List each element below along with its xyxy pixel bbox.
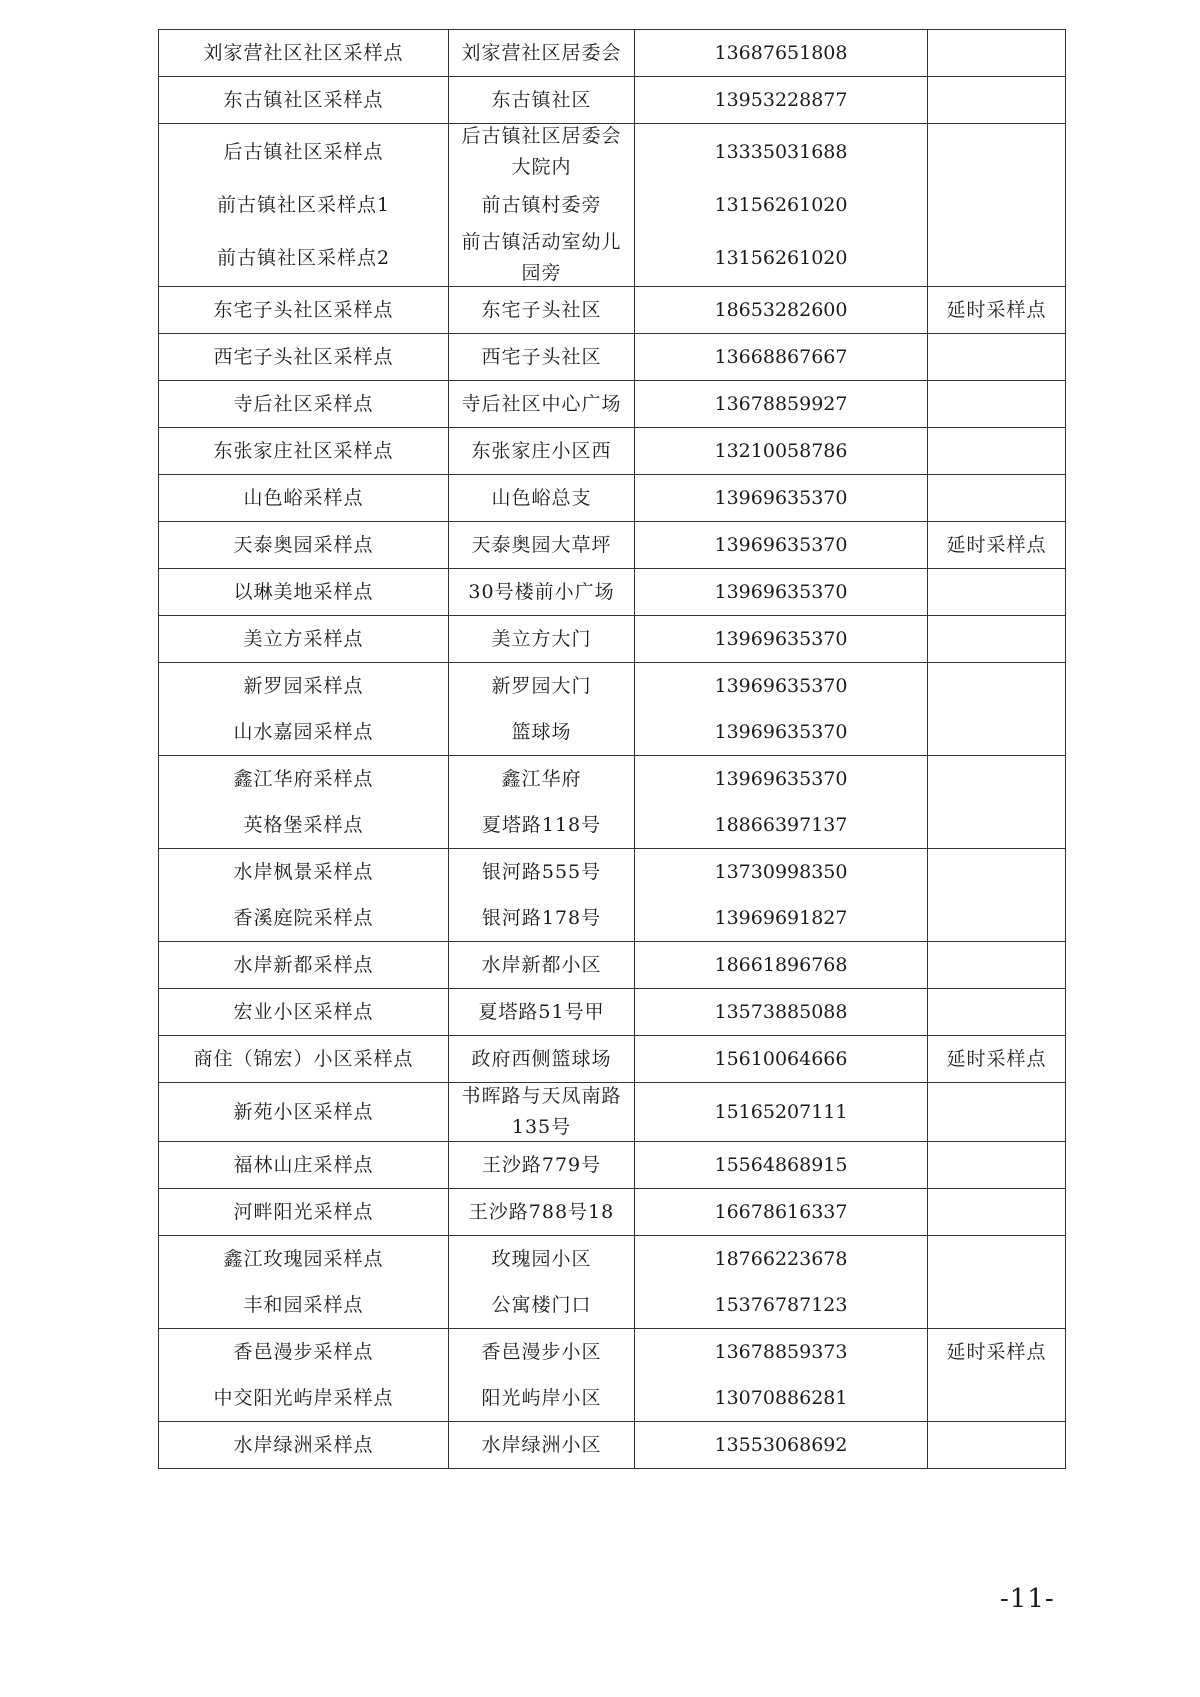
site-note xyxy=(928,1189,1066,1235)
site-name: 东古镇社区采样点 xyxy=(158,77,449,123)
site-address: 寺后社区中心广场 xyxy=(449,381,635,427)
site-note xyxy=(928,756,1066,802)
site-note xyxy=(928,428,1066,474)
site-note xyxy=(928,30,1066,76)
table-row xyxy=(158,76,1066,123)
contact-phone: 13969635370 xyxy=(635,569,928,615)
table-row xyxy=(158,1035,1066,1082)
contact-phone: 15564868915 xyxy=(635,1142,928,1188)
page-number: -11- xyxy=(1000,1584,1055,1614)
site-note xyxy=(928,77,1066,123)
site-note xyxy=(928,802,1066,848)
site-name: 河畔阳光采样点 xyxy=(158,1189,449,1235)
table-row xyxy=(158,755,1066,802)
contact-phone: 18661896768 xyxy=(635,942,928,988)
table-row xyxy=(158,1082,1066,1141)
table-row xyxy=(158,1282,1066,1328)
site-address: 银河路555号 xyxy=(449,849,635,895)
site-note: 延时采样点 xyxy=(928,1329,1066,1375)
contact-phone: 13730998350 xyxy=(635,849,928,895)
site-note xyxy=(928,1083,1066,1141)
site-note xyxy=(928,475,1066,521)
site-note xyxy=(928,569,1066,615)
site-name: 水岸绿洲采样点 xyxy=(158,1422,449,1468)
site-note xyxy=(928,663,1066,709)
contact-phone: 13573885088 xyxy=(635,989,928,1035)
site-address: 香邑漫步小区 xyxy=(449,1329,635,1375)
contact-phone: 13678859373 xyxy=(635,1329,928,1375)
site-address: 前古镇村委旁 xyxy=(449,180,635,230)
table-row xyxy=(158,1421,1066,1469)
site-name: 丰和园采样点 xyxy=(158,1282,449,1328)
site-name: 中交阳光屿岸采样点 xyxy=(158,1375,449,1421)
contact-phone: 18766223678 xyxy=(635,1236,928,1282)
contact-phone: 18653282600 xyxy=(635,287,928,333)
site-note xyxy=(928,1142,1066,1188)
site-address: 西宅子头社区 xyxy=(449,334,635,380)
site-note: 延时采样点 xyxy=(928,287,1066,333)
contact-phone: 13969635370 xyxy=(635,475,928,521)
site-address: 前古镇活动室幼儿园旁 xyxy=(449,230,635,286)
contact-phone: 13210058786 xyxy=(635,428,928,474)
contact-phone: 13969635370 xyxy=(635,616,928,662)
site-address: 山色峪总支 xyxy=(449,475,635,521)
site-name: 英格堡采样点 xyxy=(158,802,449,848)
site-name: 水岸新都采样点 xyxy=(158,942,449,988)
contact-phone: 13969635370 xyxy=(635,663,928,709)
table-row xyxy=(158,615,1066,662)
site-note xyxy=(928,230,1066,286)
site-name: 商住（锦宏）小区采样点 xyxy=(158,1036,449,1082)
site-name: 山水嘉园采样点 xyxy=(158,709,449,755)
site-address: 天泰奥园大草坪 xyxy=(449,522,635,568)
contact-phone: 13969635370 xyxy=(635,756,928,802)
site-address: 水岸绿洲小区 xyxy=(449,1422,635,1468)
site-note xyxy=(928,334,1066,380)
site-address: 王沙路788号18 xyxy=(449,1189,635,1235)
site-address: 30号楼前小广场 xyxy=(449,569,635,615)
site-note: 延时采样点 xyxy=(928,522,1066,568)
site-note xyxy=(928,942,1066,988)
contact-phone: 13070886281 xyxy=(635,1375,928,1421)
site-name: 前古镇社区采样点2 xyxy=(158,230,449,286)
site-name: 香溪庭院采样点 xyxy=(158,895,449,941)
table-row xyxy=(158,29,1066,76)
site-note xyxy=(928,180,1066,230)
table-row xyxy=(158,123,1066,180)
site-address: 夏塔路118号 xyxy=(449,802,635,848)
site-address: 后古镇社区居委会大院内 xyxy=(449,124,635,180)
site-name: 东宅子头社区采样点 xyxy=(158,287,449,333)
site-name: 宏业小区采样点 xyxy=(158,989,449,1035)
site-name: 新罗园采样点 xyxy=(158,663,449,709)
table-row xyxy=(158,802,1066,848)
site-address: 美立方大门 xyxy=(449,616,635,662)
contact-phone: 13156261020 xyxy=(635,180,928,230)
site-address: 夏塔路51号甲 xyxy=(449,989,635,1035)
site-name: 福林山庄采样点 xyxy=(158,1142,449,1188)
site-address: 公寓楼门口 xyxy=(449,1282,635,1328)
table-row xyxy=(158,521,1066,568)
site-note xyxy=(928,1375,1066,1421)
table-row xyxy=(158,474,1066,521)
table-row xyxy=(158,1235,1066,1282)
site-name: 鑫江华府采样点 xyxy=(158,756,449,802)
site-note xyxy=(928,709,1066,755)
table-row xyxy=(158,427,1066,474)
table-row xyxy=(158,941,1066,988)
site-address: 新罗园大门 xyxy=(449,663,635,709)
site-note xyxy=(928,381,1066,427)
site-address: 政府西侧篮球场 xyxy=(449,1036,635,1082)
site-name: 水岸枫景采样点 xyxy=(158,849,449,895)
table-row xyxy=(158,380,1066,427)
site-name: 天泰奥园采样点 xyxy=(158,522,449,568)
site-address: 鑫江华府 xyxy=(449,756,635,802)
site-name: 鑫江玫瑰园采样点 xyxy=(158,1236,449,1282)
site-note xyxy=(928,1236,1066,1282)
site-note xyxy=(928,849,1066,895)
table-row xyxy=(158,895,1066,941)
site-name: 东张家庄社区采样点 xyxy=(158,428,449,474)
site-name: 寺后社区采样点 xyxy=(158,381,449,427)
site-address: 玫瑰园小区 xyxy=(449,1236,635,1282)
contact-phone: 15376787123 xyxy=(635,1282,928,1328)
table-row xyxy=(158,662,1066,709)
contact-phone: 13969635370 xyxy=(635,709,928,755)
site-name: 美立方采样点 xyxy=(158,616,449,662)
contact-phone: 15610064666 xyxy=(635,1036,928,1082)
contact-phone: 13969691827 xyxy=(635,895,928,941)
contact-phone: 13156261020 xyxy=(635,230,928,286)
contact-phone: 13678859927 xyxy=(635,381,928,427)
table-row xyxy=(158,848,1066,895)
table-row xyxy=(158,180,1066,230)
site-name: 以琳美地采样点 xyxy=(158,569,449,615)
table-row xyxy=(158,333,1066,380)
table-row xyxy=(158,230,1066,286)
site-note xyxy=(928,1422,1066,1468)
site-name: 西宅子头社区采样点 xyxy=(158,334,449,380)
site-name: 山色峪采样点 xyxy=(158,475,449,521)
contact-phone: 16678616337 xyxy=(635,1189,928,1235)
table-row xyxy=(158,709,1066,755)
table-row xyxy=(158,1328,1066,1375)
site-address: 东宅子头社区 xyxy=(449,287,635,333)
table-row xyxy=(158,1188,1066,1235)
contact-phone: 13553068692 xyxy=(635,1422,928,1468)
site-note xyxy=(928,1282,1066,1328)
site-address: 王沙路779号 xyxy=(449,1142,635,1188)
site-address: 东古镇社区 xyxy=(449,77,635,123)
table-row xyxy=(158,568,1066,615)
contact-phone: 13687651808 xyxy=(635,30,928,76)
table-row xyxy=(158,1141,1066,1188)
site-address: 篮球场 xyxy=(449,709,635,755)
site-note xyxy=(928,124,1066,180)
contact-phone: 13668867667 xyxy=(635,334,928,380)
contact-phone: 18866397137 xyxy=(635,802,928,848)
site-address: 刘家营社区居委会 xyxy=(449,30,635,76)
site-name: 新苑小区采样点 xyxy=(158,1083,449,1141)
site-address: 东张家庄小区西 xyxy=(449,428,635,474)
table-row xyxy=(158,988,1066,1035)
site-note: 延时采样点 xyxy=(928,1036,1066,1082)
site-name: 前古镇社区采样点1 xyxy=(158,180,449,230)
site-note xyxy=(928,895,1066,941)
contact-phone: 13335031688 xyxy=(635,124,928,180)
sampling-points-table xyxy=(158,29,1066,1469)
site-address: 阳光屿岸小区 xyxy=(449,1375,635,1421)
site-note xyxy=(928,989,1066,1035)
table-row xyxy=(158,1375,1066,1421)
table-row xyxy=(158,286,1066,333)
site-name: 后古镇社区采样点 xyxy=(158,124,449,180)
site-address: 银河路178号 xyxy=(449,895,635,941)
site-name: 刘家营社区社区采样点 xyxy=(158,30,449,76)
contact-phone: 13953228877 xyxy=(635,77,928,123)
contact-phone: 15165207111 xyxy=(635,1083,928,1141)
site-address: 水岸新都小区 xyxy=(449,942,635,988)
site-name: 香邑漫步采样点 xyxy=(158,1329,449,1375)
site-note xyxy=(928,616,1066,662)
contact-phone: 13969635370 xyxy=(635,522,928,568)
site-address: 书晖路与天凤南路135号 xyxy=(449,1083,635,1141)
